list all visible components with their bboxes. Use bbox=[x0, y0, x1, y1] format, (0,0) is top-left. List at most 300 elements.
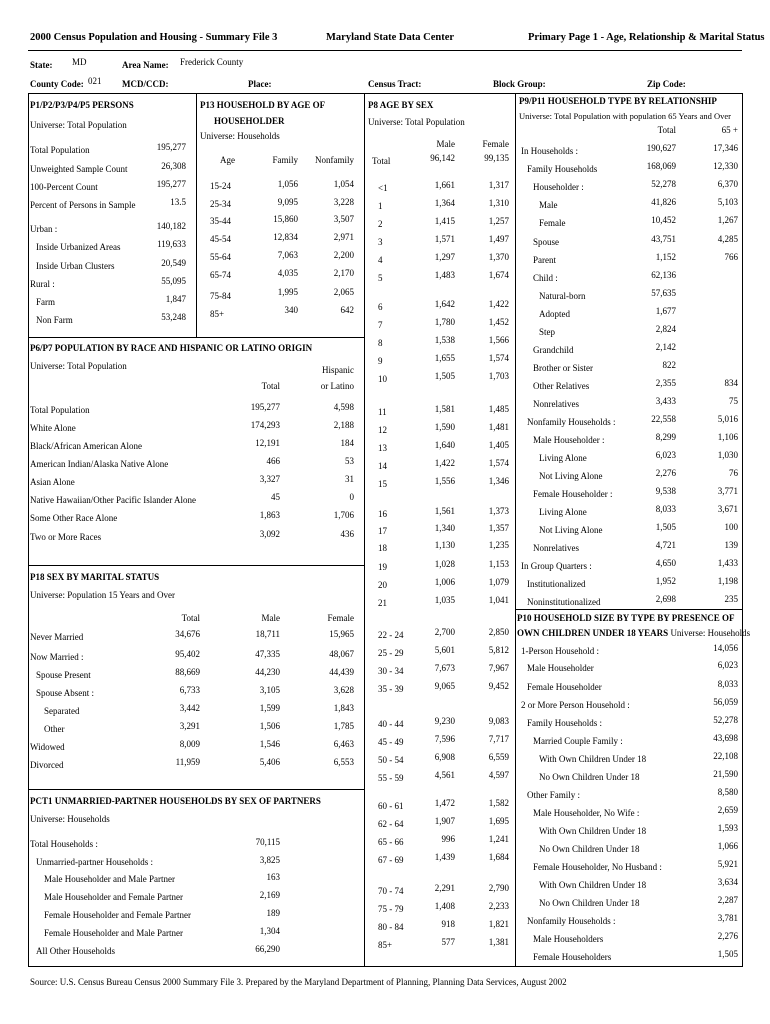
p13-row-age: 65-74 bbox=[210, 270, 231, 280]
p9-row-label: Not Living Alone bbox=[539, 525, 603, 535]
p10-row-value: 8,033 bbox=[717, 679, 738, 689]
p8-row-female: 1,310 bbox=[488, 198, 509, 208]
p18-row-male: 1,506 bbox=[259, 721, 280, 731]
p18-universe: Universe: Population 15 Years and Over bbox=[30, 590, 175, 600]
p9-row-total: 8,033 bbox=[655, 504, 676, 514]
p9-row-total: 41,826 bbox=[651, 197, 676, 207]
p8-row-age: 22 - 24 bbox=[378, 630, 404, 640]
p9-row-label: Brother or Sister bbox=[533, 363, 593, 373]
p9-row-label: Child : bbox=[533, 273, 558, 283]
p9-row-65plus: 12,330 bbox=[713, 161, 738, 171]
p8-row-age: 10 bbox=[378, 374, 387, 384]
p18-row-female: 3,628 bbox=[333, 685, 354, 695]
p9-row-label: Family Households bbox=[527, 164, 598, 174]
p1-row-value: 13.5 bbox=[170, 197, 186, 207]
p18-row-label: Separated bbox=[44, 706, 80, 716]
p8-row-female: 1,574 bbox=[488, 353, 509, 363]
p9-row-total: 52,278 bbox=[651, 179, 676, 189]
p8-row-male: 1,422 bbox=[434, 458, 455, 468]
p10-row-label: Nonfamily Households : bbox=[527, 916, 616, 926]
p8-row-female: 1,041 bbox=[488, 595, 509, 605]
p8-row-age: 21 bbox=[378, 598, 387, 608]
p9-row-total: 168,069 bbox=[646, 161, 676, 171]
p10-row-label: Female Householder, No Husband : bbox=[533, 862, 662, 872]
p18-row-label: Spouse Present bbox=[36, 670, 91, 680]
p8-row-male: 1,538 bbox=[434, 335, 455, 345]
p9-row-65plus: 5,016 bbox=[717, 414, 738, 424]
p1-row-label: Percent of Persons in Sample bbox=[30, 200, 136, 210]
p9-row-label: In Group Quarters : bbox=[521, 561, 592, 571]
p18-row-total: 11,959 bbox=[175, 757, 200, 767]
report-page-title: Primary Page 1 - Age, Relationship & Marital Status bbox=[528, 32, 765, 43]
p8-row-age: 11 bbox=[378, 407, 387, 417]
p13-row-nonfamily: 2,200 bbox=[333, 250, 354, 260]
p6-row-label: American Indian/Alaska Native Alone bbox=[30, 459, 169, 469]
p8-row-female: 1,381 bbox=[488, 937, 509, 947]
p10-row-label: Male Householders bbox=[533, 934, 604, 944]
p9-row-label: Nonrelatives bbox=[533, 543, 579, 553]
p9-row-label: Step bbox=[539, 327, 556, 337]
p9-row-total: 190,627 bbox=[646, 143, 676, 153]
p9-row-total: 1,952 bbox=[655, 576, 676, 586]
p9-row-label: Grandchild bbox=[533, 345, 574, 355]
p1-row-label: Inside Urbanized Areas bbox=[36, 242, 121, 252]
p8-row-female: 1,241 bbox=[488, 834, 509, 844]
p8-row-female: 1,497 bbox=[488, 234, 509, 244]
p8-row-age: 19 bbox=[378, 562, 387, 572]
p8-row-age: 67 - 69 bbox=[378, 855, 404, 865]
p10-row-label: Family Households : bbox=[527, 718, 603, 728]
p9-row-total: 4,650 bbox=[655, 558, 676, 568]
p10-row-label: With Own Children Under 18 bbox=[539, 754, 647, 764]
p6-row-hispanic: 184 bbox=[340, 438, 354, 448]
p8-row-male: 1,561 bbox=[434, 506, 455, 516]
p8-row-male: 1,439 bbox=[434, 852, 455, 862]
p8-row-male: 1,364 bbox=[434, 198, 455, 208]
p9-row-total: 822 bbox=[662, 360, 676, 370]
p9-row-total: 4,721 bbox=[655, 540, 676, 550]
p8-row-female: 9,452 bbox=[488, 681, 509, 691]
p18-row-label: Other bbox=[44, 724, 65, 734]
p6-row-label: White Alone bbox=[30, 423, 76, 433]
p1-row-label: Farm bbox=[36, 297, 55, 307]
p1-row-value: 195,277 bbox=[156, 142, 186, 152]
p10-row-value: 1,505 bbox=[717, 949, 738, 959]
p9-row-label: Householder : bbox=[533, 182, 584, 192]
p9-row-65plus: 1,106 bbox=[717, 432, 738, 442]
p6-row-label: Total Population bbox=[30, 405, 90, 415]
pct1-top-rule bbox=[28, 789, 365, 790]
p6-row-total: 3,327 bbox=[259, 474, 280, 484]
p13-row-nonfamily: 2,170 bbox=[333, 268, 354, 278]
p9-universe: Universe: Total Population with population 65 Years and Over bbox=[519, 111, 731, 121]
p10-row-value: 3,634 bbox=[717, 877, 738, 887]
p8-row-female: 1,695 bbox=[488, 816, 509, 826]
p9-row-65plus: 100 bbox=[724, 522, 738, 532]
p9-row-total: 1,152 bbox=[655, 252, 676, 262]
p1-title: P1/P2/P3/P4/P5 PERSONS bbox=[30, 100, 134, 110]
p6-title: P6/P7 POPULATION BY RACE AND HISPANIC OR LATINO ORIGIN bbox=[30, 343, 313, 353]
p8-row-age: 70 - 74 bbox=[378, 886, 404, 896]
p13-row-nonfamily: 3,228 bbox=[333, 197, 354, 207]
p6-row-hispanic: 4,598 bbox=[333, 402, 354, 412]
p8-row-male: 1,556 bbox=[434, 476, 455, 486]
p9-row-total: 43,751 bbox=[651, 234, 676, 244]
p13-row-family: 12,834 bbox=[273, 232, 298, 242]
p9-row-65plus: 75 bbox=[729, 396, 738, 406]
p8-row-male: 1,661 bbox=[434, 180, 455, 190]
p18-row-male: 5,406 bbox=[259, 757, 280, 767]
p10-row-value: 3,781 bbox=[717, 913, 738, 923]
p8-row-male: 1,505 bbox=[434, 371, 455, 381]
p1-row-label: Rural : bbox=[30, 279, 55, 289]
p8-row-female: 1,582 bbox=[488, 798, 509, 808]
p10-row-value: 1,066 bbox=[717, 841, 738, 851]
p9-row-total: 8,299 bbox=[655, 432, 676, 442]
pct1-row-label: Male Householder and Female Partner bbox=[44, 892, 183, 902]
state-label: State: bbox=[30, 60, 53, 70]
p8-row-female: 2,790 bbox=[488, 883, 509, 893]
p9-row-total: 62,136 bbox=[651, 270, 676, 280]
pct1-row-value: 66,290 bbox=[255, 944, 280, 954]
p18-row-male: 47,335 bbox=[255, 649, 280, 659]
area-name-value: Frederick County bbox=[180, 57, 244, 67]
p9-row-label: Female Householder : bbox=[533, 489, 613, 499]
p10-row-value: 43,698 bbox=[713, 733, 738, 743]
p8-row-female: 1,405 bbox=[488, 440, 509, 450]
p13-title-line1: P13 HOUSEHOLD BY AGE OF bbox=[200, 100, 326, 110]
pct1-row-value: 70,115 bbox=[255, 837, 280, 847]
p8-row-female: 1,452 bbox=[488, 317, 509, 327]
p18-col-total: Total bbox=[181, 613, 200, 623]
p10-row-value: 6,023 bbox=[717, 660, 738, 670]
p13-title-line2: HOUSEHOLDER bbox=[214, 116, 285, 126]
p9-row-total: 22,558 bbox=[651, 414, 676, 424]
p1-row-value: 140,182 bbox=[156, 221, 186, 231]
p9-row-label: Spouse bbox=[533, 237, 560, 247]
p8-row-male: 1,415 bbox=[434, 216, 455, 226]
p1-row-label: Urban : bbox=[30, 224, 58, 234]
p8-row-age: 4 bbox=[378, 255, 383, 265]
p8-total-label: Total bbox=[372, 156, 391, 166]
p18-row-total: 3,442 bbox=[179, 703, 200, 713]
p13-col-family: Family bbox=[272, 155, 298, 165]
p8-row-male: 1,655 bbox=[434, 353, 455, 363]
area-name-label: Area Name: bbox=[122, 60, 169, 70]
p8-row-age: 55 - 59 bbox=[378, 773, 404, 783]
p9-row-total: 2,142 bbox=[655, 342, 676, 352]
p8-row-age: 2 bbox=[378, 219, 383, 229]
p8-row-female: 7,717 bbox=[488, 734, 509, 744]
p8-row-age: 18 bbox=[378, 543, 387, 553]
report-publisher: Maryland State Data Center bbox=[326, 32, 455, 43]
p13-row-age: 35-44 bbox=[210, 216, 231, 226]
report-title: 2000 Census Population and Housing - Summary File 3 bbox=[30, 32, 278, 43]
p8-total-female: 99,135 bbox=[484, 153, 509, 163]
p13-row-family: 1,056 bbox=[277, 179, 298, 189]
p9-row-label: Not Living Alone bbox=[539, 471, 603, 481]
p6-row-label: Some Other Race Alone bbox=[30, 513, 118, 523]
p8-row-female: 1,481 bbox=[488, 422, 509, 432]
p10-row-label: No Own Children Under 18 bbox=[539, 844, 640, 854]
p9-row-label: Other Relatives bbox=[533, 381, 590, 391]
p8-row-age: 62 - 64 bbox=[378, 819, 404, 829]
p8-row-male: 996 bbox=[441, 834, 455, 844]
p13-universe: Universe: Households bbox=[200, 131, 280, 141]
p8-row-age: 5 bbox=[378, 273, 383, 283]
pct1-row-label: All Other Households bbox=[36, 946, 115, 956]
p8-title: P8 AGE BY SEX bbox=[368, 100, 434, 110]
p8-row-male: 1,035 bbox=[434, 595, 455, 605]
p6-row-hispanic: 1,706 bbox=[333, 510, 354, 520]
p1-p13-divider bbox=[196, 93, 197, 337]
p8-row-age: 85+ bbox=[378, 940, 393, 950]
p8-row-male: 1,297 bbox=[434, 252, 455, 262]
p10-row-value: 14,056 bbox=[713, 643, 738, 653]
p6-row-hispanic: 0 bbox=[349, 492, 354, 502]
p8-row-male: 6,908 bbox=[434, 752, 455, 762]
p9-row-label: Male bbox=[539, 200, 558, 210]
source-footer: Source: U.S. Census Bureau Census 2000 Summary File 3. Prepared by the Maryland Department of Planning, Planning Data Services, August 2002 bbox=[30, 977, 567, 987]
p6-row-label: Asian Alone bbox=[30, 477, 75, 487]
p6-universe: Universe: Total Population bbox=[30, 361, 127, 371]
p18-row-male: 44,230 bbox=[255, 667, 280, 677]
p10-row-label: With Own Children Under 18 bbox=[539, 826, 647, 836]
p8-row-female: 2,233 bbox=[488, 901, 509, 911]
state-value: MD bbox=[72, 57, 87, 67]
p8-row-male: 2,291 bbox=[434, 883, 455, 893]
p10-row-value: 2,659 bbox=[717, 805, 738, 815]
p9-row-label: Noninstitutionalized bbox=[527, 597, 601, 607]
p8-row-age: 75 - 79 bbox=[378, 904, 404, 914]
p8-row-male: 5,601 bbox=[434, 645, 455, 655]
p10-title-line2-wrap bbox=[517, 628, 750, 638]
p8-row-male: 7,596 bbox=[434, 734, 455, 744]
p9-row-label: Adopted bbox=[539, 309, 570, 319]
pct1-row-value: 1,304 bbox=[259, 926, 280, 936]
p9-row-total: 1,677 bbox=[655, 306, 676, 316]
p18-row-female: 44,439 bbox=[329, 667, 354, 677]
p8-row-age: 9 bbox=[378, 356, 383, 366]
p9-row-label: Living Alone bbox=[539, 453, 587, 463]
p6-row-total: 466 bbox=[266, 456, 280, 466]
p1-row-label: Inside Urban Clusters bbox=[36, 261, 115, 271]
frame-left bbox=[28, 93, 29, 967]
p9-row-label: Nonrelatives bbox=[533, 399, 579, 409]
p10-row-value: 56,059 bbox=[713, 697, 738, 707]
p9-row-total: 57,635 bbox=[651, 288, 676, 298]
p18-row-total: 6,733 bbox=[179, 685, 200, 695]
p8-row-female: 7,967 bbox=[488, 663, 509, 673]
p13-row-family: 9,095 bbox=[277, 197, 298, 207]
p9-row-total: 10,452 bbox=[651, 215, 676, 225]
p8-row-age: 60 - 61 bbox=[378, 801, 404, 811]
p10-row-value: 1,593 bbox=[717, 823, 738, 833]
p1-universe: Universe: Total Population bbox=[30, 120, 127, 130]
p13-row-family: 1,995 bbox=[277, 287, 298, 297]
p13-row-age: 85+ bbox=[210, 309, 225, 319]
p10-row-label: No Own Children Under 18 bbox=[539, 772, 640, 782]
p8-row-female: 4,597 bbox=[488, 770, 509, 780]
header-rule bbox=[28, 50, 742, 51]
p10-row-value: 5,921 bbox=[717, 859, 738, 869]
p8-row-male: 2,700 bbox=[434, 627, 455, 637]
p18-row-label: Never Married bbox=[30, 632, 84, 642]
p8-universe: Universe: Total Population bbox=[368, 117, 465, 127]
p9-row-65plus: 1,267 bbox=[717, 215, 738, 225]
p8-row-female: 1,821 bbox=[488, 919, 509, 929]
p18-col-male: Male bbox=[261, 613, 280, 623]
p6-row-label: Black/African American Alone bbox=[30, 441, 142, 451]
p8-row-male: 1,642 bbox=[434, 299, 455, 309]
p18-row-total: 88,669 bbox=[175, 667, 200, 677]
p10-title-line2: OWN CHILDREN UNDER 18 YEARS bbox=[517, 628, 669, 638]
column-divider-right bbox=[515, 93, 516, 967]
p18-row-female: 48,067 bbox=[329, 649, 354, 659]
p8-row-age: 35 - 39 bbox=[378, 684, 404, 694]
p6-row-hispanic: 2,188 bbox=[333, 420, 354, 430]
mcd-label: MCD/CCD: bbox=[122, 79, 169, 89]
p8-row-age: 17 bbox=[378, 526, 387, 536]
p13-row-age: 15-24 bbox=[210, 181, 231, 191]
p18-row-female: 15,965 bbox=[329, 629, 354, 639]
county-code-label: County Code: bbox=[30, 79, 84, 89]
p13-row-family: 15,860 bbox=[273, 214, 298, 224]
p10-row-label: Other Family : bbox=[527, 790, 580, 800]
p9-row-total: 9,538 bbox=[655, 486, 676, 496]
p6-col-or-latino: or Latino bbox=[320, 381, 354, 391]
p8-row-male: 1,907 bbox=[434, 816, 455, 826]
p8-row-male: 1,581 bbox=[434, 404, 455, 414]
p10-row-label: No Own Children Under 18 bbox=[539, 898, 640, 908]
p9-row-total: 2,276 bbox=[655, 468, 676, 478]
p13-row-nonfamily: 2,971 bbox=[333, 232, 354, 242]
p13-row-family: 4,035 bbox=[277, 268, 298, 278]
pct1-row-label: Male Householder and Male Partner bbox=[44, 874, 175, 884]
p8-row-male: 1,780 bbox=[434, 317, 455, 327]
p18-row-male: 3,105 bbox=[259, 685, 280, 695]
p9-row-65plus: 235 bbox=[724, 594, 738, 604]
p8-row-age: 3 bbox=[378, 237, 383, 247]
p10-universe: Universe: Households bbox=[670, 628, 751, 638]
p9-row-label: Living Alone bbox=[539, 507, 587, 517]
pct1-row-label: Total Households : bbox=[30, 839, 98, 849]
p8-row-female: 1,370 bbox=[488, 252, 509, 262]
p13-row-age: 55-64 bbox=[210, 252, 231, 262]
p13-row-age: 25-34 bbox=[210, 199, 231, 209]
p1-row-label: Non Farm bbox=[36, 315, 73, 325]
p6-col-total: Total bbox=[261, 381, 280, 391]
p8-row-female: 1,574 bbox=[488, 458, 509, 468]
p18-row-label: Spouse Absent : bbox=[36, 688, 95, 698]
p9-col-total: Total bbox=[657, 125, 676, 135]
p9-col-65: 65 + bbox=[721, 125, 738, 135]
p8-row-age: 20 bbox=[378, 580, 387, 590]
p8-row-age: 30 - 34 bbox=[378, 666, 404, 676]
p8-row-age: 45 - 49 bbox=[378, 737, 404, 747]
p1-row-value: 26,308 bbox=[161, 161, 186, 171]
p8-row-female: 1,674 bbox=[488, 270, 509, 280]
p18-row-female: 1,785 bbox=[333, 721, 354, 731]
p8-row-age: 13 bbox=[378, 443, 387, 453]
p8-row-male: 1,408 bbox=[434, 901, 455, 911]
p10-row-value: 52,278 bbox=[713, 715, 738, 725]
p8-row-female: 1,566 bbox=[488, 335, 509, 345]
p10-row-label: Female Householders bbox=[533, 952, 612, 962]
p10-row-value: 8,580 bbox=[717, 787, 738, 797]
p8-row-female: 1,422 bbox=[488, 299, 509, 309]
p9-row-65plus: 17,346 bbox=[713, 143, 738, 153]
pct1-row-label: Unmarried-partner Households : bbox=[36, 857, 153, 867]
place-label: Place: bbox=[248, 79, 272, 89]
p18-row-male: 18,711 bbox=[255, 629, 280, 639]
p18-row-female: 6,463 bbox=[333, 739, 354, 749]
p8-row-male: 1,590 bbox=[434, 422, 455, 432]
p13-row-nonfamily: 3,507 bbox=[333, 214, 354, 224]
p8-row-age: <1 bbox=[378, 183, 388, 193]
p6-top-rule bbox=[28, 337, 365, 338]
p9-row-65plus: 3,671 bbox=[717, 504, 738, 514]
p9-row-total: 6,023 bbox=[655, 450, 676, 460]
p8-row-age: 15 bbox=[378, 479, 387, 489]
p1-row-value: 20,549 bbox=[161, 258, 186, 268]
geo-rule bbox=[28, 93, 742, 94]
p6-row-total: 195,277 bbox=[250, 402, 280, 412]
p18-row-female: 1,843 bbox=[333, 703, 354, 713]
p13-row-nonfamily: 1,054 bbox=[333, 179, 354, 189]
block-group-label: Block Group: bbox=[493, 79, 546, 89]
p8-row-age: 16 bbox=[378, 509, 387, 519]
p6-row-total: 174,293 bbox=[250, 420, 280, 430]
p8-row-age: 8 bbox=[378, 338, 383, 348]
p10-row-label: 2 or More Person Household : bbox=[521, 700, 630, 710]
p8-col-male: Male bbox=[436, 139, 455, 149]
p8-row-female: 1,317 bbox=[488, 180, 509, 190]
p18-row-label: Divorced bbox=[30, 760, 64, 770]
p8-row-male: 7,673 bbox=[434, 663, 455, 673]
p8-row-female: 6,559 bbox=[488, 752, 509, 762]
p8-row-male: 4,561 bbox=[434, 770, 455, 780]
p10-row-label: 1-Person Household : bbox=[521, 646, 599, 656]
p8-row-male: 1,028 bbox=[434, 559, 455, 569]
zip-code-label: Zip Code: bbox=[647, 79, 686, 89]
p18-row-total: 34,676 bbox=[175, 629, 200, 639]
p8-row-female: 1,485 bbox=[488, 404, 509, 414]
p18-row-total: 8,009 bbox=[179, 739, 200, 749]
column-divider-middle bbox=[364, 93, 365, 967]
p10-row-label: Male Householder, No Wife : bbox=[533, 808, 640, 818]
p9-row-label: Natural-born bbox=[539, 291, 586, 301]
p8-row-female: 1,357 bbox=[488, 523, 509, 533]
p13-row-age: 75-84 bbox=[210, 291, 231, 301]
p6-col-hispanic: Hispanic bbox=[322, 365, 354, 375]
p13-row-nonfamily: 2,065 bbox=[333, 287, 354, 297]
p6-row-label: Two or More Races bbox=[30, 532, 102, 542]
p10-row-value: 2,287 bbox=[717, 895, 738, 905]
p9-row-total: 1,505 bbox=[655, 522, 676, 532]
p1-row-value: 55,095 bbox=[161, 276, 186, 286]
p9-row-65plus: 1,198 bbox=[717, 576, 738, 586]
p6-row-total: 1,863 bbox=[259, 510, 280, 520]
p9-row-label: Institutionalized bbox=[527, 579, 586, 589]
p6-row-hispanic: 31 bbox=[345, 474, 354, 484]
p9-row-label: Female bbox=[539, 218, 566, 228]
pct1-title: PCT1 UNMARRIED-PARTNER HOUSEHOLDS BY SEX OF PARTNERS bbox=[30, 796, 321, 806]
p18-row-label: Now Married : bbox=[30, 652, 84, 662]
p9-row-total: 2,698 bbox=[655, 594, 676, 604]
p9-row-65plus: 3,771 bbox=[717, 486, 738, 496]
p8-row-male: 1,483 bbox=[434, 270, 455, 280]
